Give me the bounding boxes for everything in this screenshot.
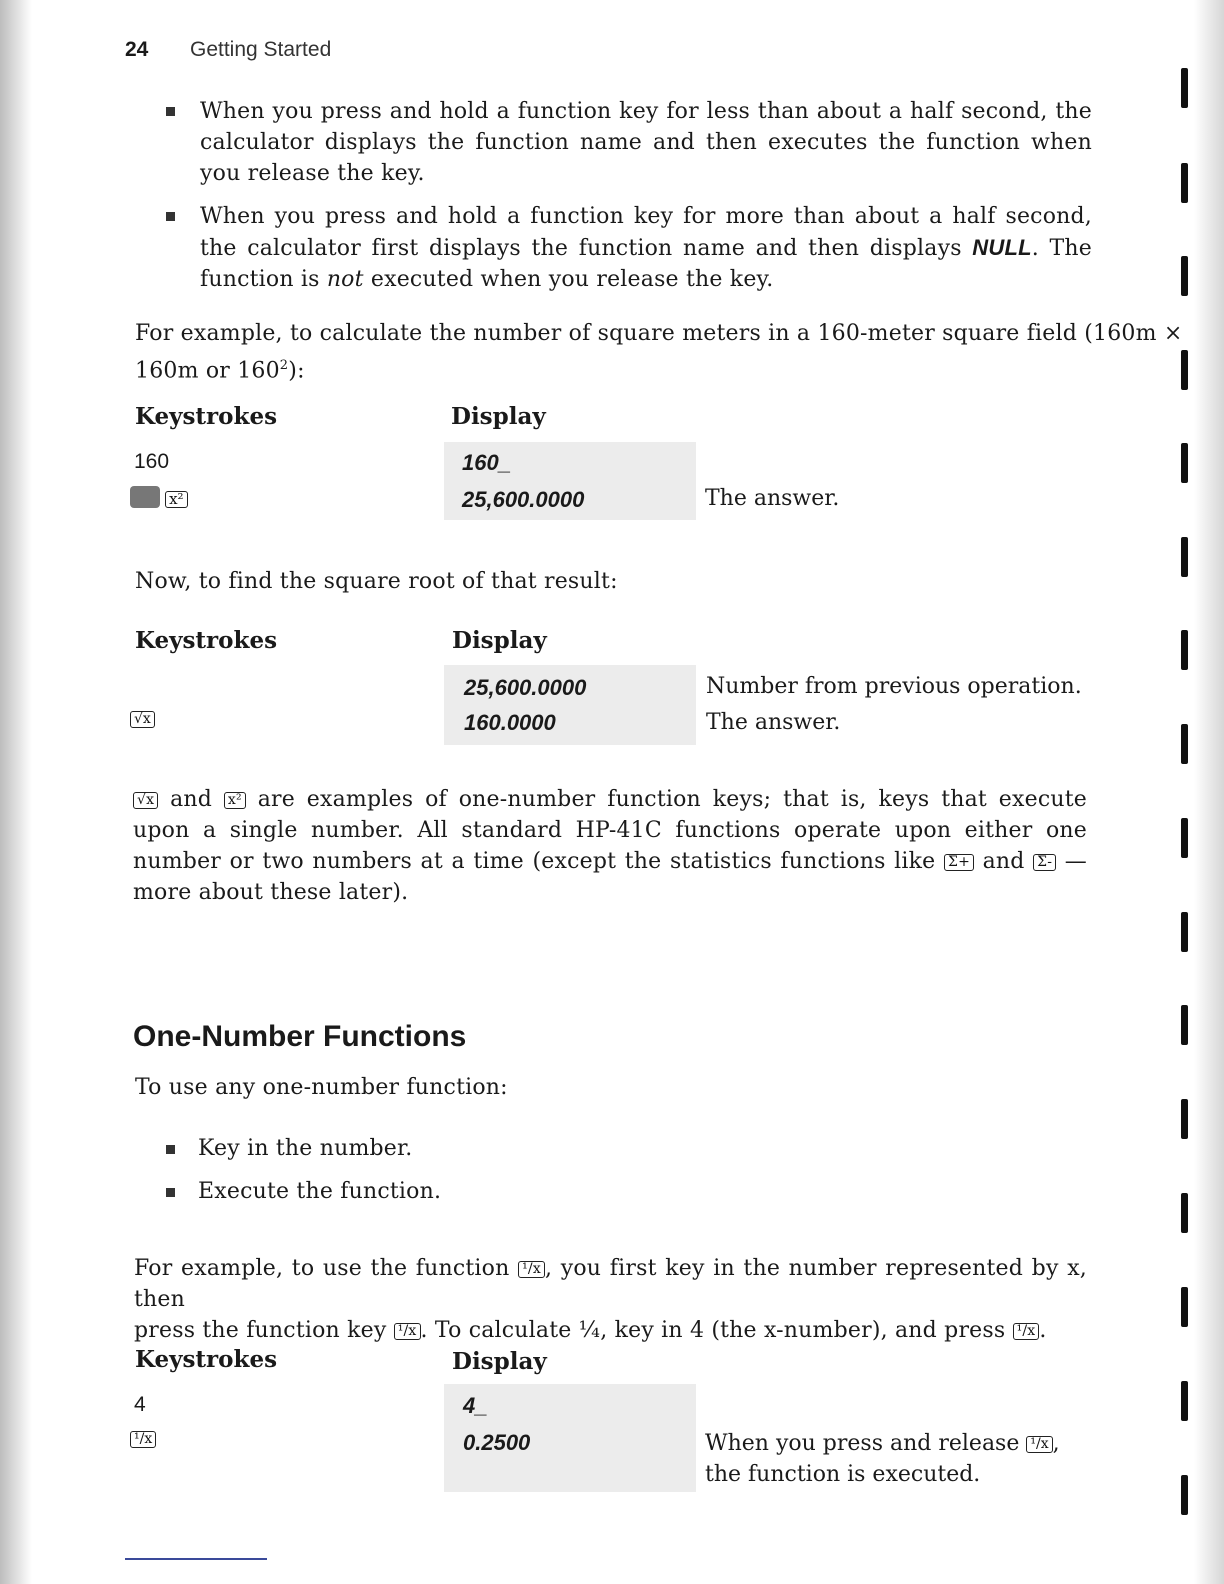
binding-tab [1181,256,1188,296]
reciprocal-key: ¹/x [518,1261,545,1278]
keystrokes-header: Keystrokes [135,403,278,430]
binding-tab [1181,1005,1188,1045]
section-intro: To use any one-number function: [135,1075,508,1100]
example2-intro: Now, to find the square root of that result: [135,569,618,594]
keystrokes-header: Keystrokes [135,1346,278,1373]
bullet-marker [166,1145,175,1154]
reciprocal-key: ¹/x [394,1323,421,1340]
sigma-plus-key: Σ+ [944,854,974,871]
section-bullet: Execute the function. [198,1179,442,1204]
keystrokes-header: Keystrokes [135,627,278,654]
display-value: 4_ [463,1393,488,1418]
intro-bullet-2: When you press and hold a function key for more than about a half second, the calculator first displays the function name and then displays NULL. The function is not executed when you release the key. [200,204,1092,292]
binding-tab [1181,443,1188,483]
binding-tab [1181,1193,1188,1233]
display-note: The answer. [705,486,840,511]
keystroke-number: 160 [134,450,170,473]
binding-tab [1181,724,1188,764]
display-value: 160_ [462,450,511,475]
bullet-marker [166,212,175,221]
binding-tab [1181,818,1188,858]
shift-key [130,486,160,508]
display-header: Display [451,403,546,430]
display-header: Display [452,627,547,654]
display-note: The answer. [706,710,841,735]
display-value: 160.0000 [464,710,556,735]
sigma-minus-key: Σ- [1033,854,1056,871]
x-squared-key: x² [224,792,246,809]
display-note: When you press and release ¹/x , the function is executed. [705,1431,1060,1487]
reciprocal-key: ¹/x [130,1431,156,1448]
binding-tab [1181,630,1188,670]
example1-intro-line1: For example, to calculate the number of square meters in a 160-meter square field (160m × [135,321,1183,346]
reciprocal-key: ¹/x [1026,1436,1052,1453]
keystroke-sequence [130,486,188,512]
binding-tab [1181,1475,1188,1515]
section-title: One-Number Functions [133,1020,467,1053]
binding-tab [1181,1287,1188,1327]
x-squared-key: x² [165,491,187,508]
keystroke-sequence [130,710,155,729]
display-value: 25,600.0000 [462,487,585,512]
example1-intro-line2: 160m or $160^2$): [135,358,305,384]
keystroke-sequence [130,1430,156,1449]
binding-tab [1181,1381,1188,1421]
keystroke-number: 4 [134,1393,146,1416]
section-header: Getting Started [190,38,332,61]
page-edge-shadow [0,0,32,1584]
binding-tab [1181,68,1188,108]
display-value: 0.2500 [463,1430,531,1455]
display-value: 25,600.0000 [464,675,587,700]
binding-tab [1181,350,1188,390]
binding-tab [1181,1099,1188,1139]
footer-rule [125,1558,267,1560]
binding-tab [1181,537,1188,577]
binding-tab [1181,163,1188,203]
page-number: 24 [125,38,149,61]
square-root-key: √x [133,792,158,809]
binding-tab [1181,912,1188,952]
square-root-key: √x [130,711,155,728]
example3-paragraph: For example, to use the function ¹/x , you first key in the number represented by x, then press the function key ¹/x . To calculate ¼, key in 4 (the x-number), and press ¹/x . [134,1256,1087,1343]
reciprocal-key: ¹/x [1013,1323,1040,1340]
explanation-paragraph: √x and x² are examples of one-number function keys; that is, keys that execute upon a single number. All standard HP-41C functions operate upon either one number or two numbers at a time (except the statistics functions like Σ+ and Σ- —more about these later). [133,787,1087,905]
display-header: Display [452,1348,547,1375]
bullet-marker [166,1188,175,1197]
section-bullet: Key in the number. [198,1136,413,1161]
display-note: Number from previous operation. [706,674,1082,699]
null-display-word: NULL [972,235,1032,260]
page-edge-shadow [1194,0,1224,1584]
intro-bullet-1: When you press and hold a function key for less than about a half second, the calculator displays the function name and then executes the function when you release the key. [200,99,1092,186]
bullet-marker [166,107,175,116]
